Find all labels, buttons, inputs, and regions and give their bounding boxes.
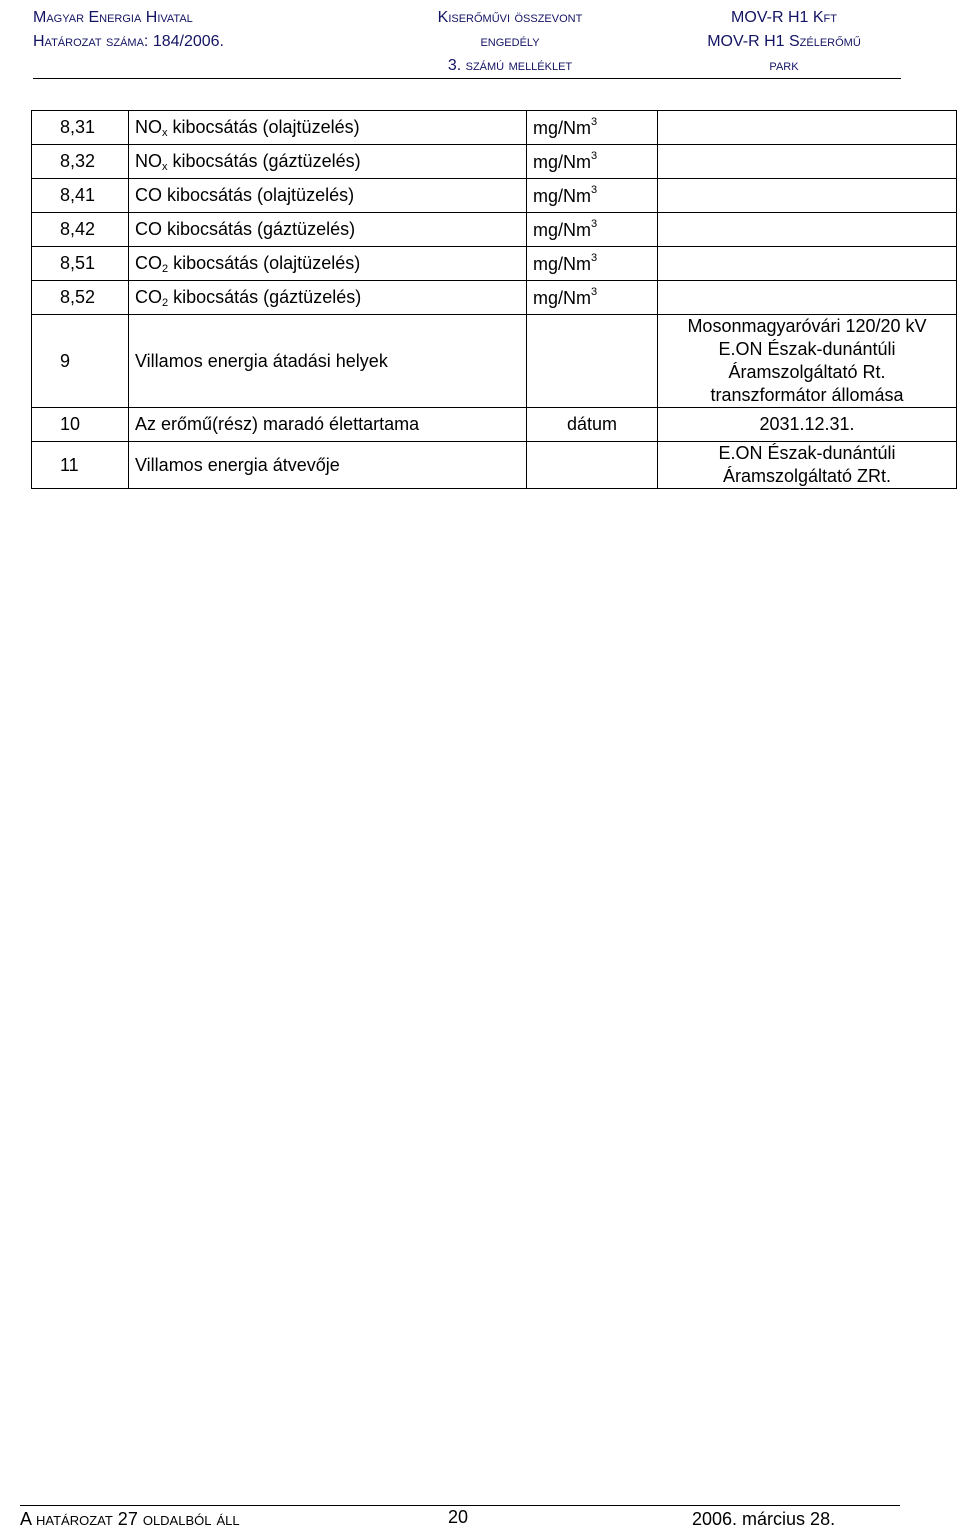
row-name: $NO_x$ kibocsátás (olajtüzelés)	[129, 111, 527, 145]
plant-name: MOV-R H1 Szélerőmű	[707, 33, 861, 50]
specification-table	[31, 110, 957, 489]
page-header	[0, 0, 960, 80]
table-row	[32, 442, 957, 489]
table-row	[32, 213, 957, 247]
row-value: 2031.12.31.	[658, 408, 957, 442]
row-name: $CO_2$ kibocsátás (gáztüzelés)	[129, 281, 527, 315]
row-unit: mg/Nm$^3$	[527, 179, 658, 213]
row-value	[658, 213, 957, 247]
row-name: $NO_x$ kibocsátás (gáztüzelés)	[129, 145, 527, 179]
table-row	[32, 111, 957, 145]
page-count-note: A határozat 27 oldalból áll	[20, 1509, 240, 1529]
header-middle	[385, 6, 635, 78]
table-row	[32, 145, 957, 179]
row-value	[658, 179, 957, 213]
row-number: 8,32	[32, 145, 129, 179]
row-unit: mg/Nm$^3$	[527, 247, 658, 281]
row-name: Villamos energia átadási helyek	[129, 315, 527, 408]
row-value: E.ON Észak-dunántúli Áramszolgáltató ZRt.	[658, 442, 957, 489]
license-type-cont: engedély	[480, 33, 540, 50]
authority-name: Magyar Energia Hivatal	[33, 9, 193, 26]
document-date: 2006. március 28.	[692, 1509, 836, 1529]
row-unit: mg/Nm$^3$	[527, 213, 658, 247]
page-number: 20	[448, 1507, 469, 1527]
annex-label: 3. számú melléklet	[447, 57, 573, 74]
header-divider	[33, 78, 901, 79]
table-row	[32, 281, 957, 315]
row-unit: mg/Nm$^3$	[527, 111, 658, 145]
row-unit: mg/Nm$^3$	[527, 145, 658, 179]
table-row	[32, 408, 957, 442]
license-type: Kiserőművi összevont	[437, 9, 583, 26]
row-name: CO kibocsátás (olajtüzelés)	[129, 179, 527, 213]
row-value	[658, 281, 957, 315]
resolution-number: Határozat száma: 184/2006.	[33, 33, 224, 50]
header-left	[33, 6, 224, 54]
row-number: 11	[32, 442, 129, 489]
row-number: 8,51	[32, 247, 129, 281]
row-name: Villamos energia átvevője	[129, 442, 527, 489]
row-unit: mg/Nm$^3$	[527, 281, 658, 315]
company-name: MOV-R H1 Kft	[731, 9, 837, 26]
footer-divider	[20, 1505, 900, 1506]
row-name: CO kibocsátás (gáztüzelés)	[129, 213, 527, 247]
table-row	[32, 315, 957, 408]
plant-name-cont: park	[769, 57, 799, 74]
table-row	[32, 247, 957, 281]
row-unit: dátum	[527, 408, 658, 442]
row-number: 8,42	[32, 213, 129, 247]
row-number: 8,52	[32, 281, 129, 315]
row-value	[658, 145, 957, 179]
row-number: 9	[32, 315, 129, 408]
row-name: $CO_2$ kibocsátás (olajtüzelés)	[129, 247, 527, 281]
row-name: Az erőmű(rész) maradó élettartama	[129, 408, 527, 442]
page-footer	[20, 1505, 920, 1535]
row-value: Mosonmagyaróvári 120/20 kV E.ON Észak-dunántúli Áramszolgáltató Rt. transzformátor állomása	[658, 315, 957, 408]
row-number: 10	[32, 408, 129, 442]
row-number: 8,31	[32, 111, 129, 145]
row-number: 8,41	[32, 179, 129, 213]
header-right	[670, 6, 898, 78]
row-unit	[527, 315, 658, 408]
row-unit	[527, 442, 658, 489]
table-row	[32, 179, 957, 213]
row-value	[658, 111, 957, 145]
row-value	[658, 247, 957, 281]
